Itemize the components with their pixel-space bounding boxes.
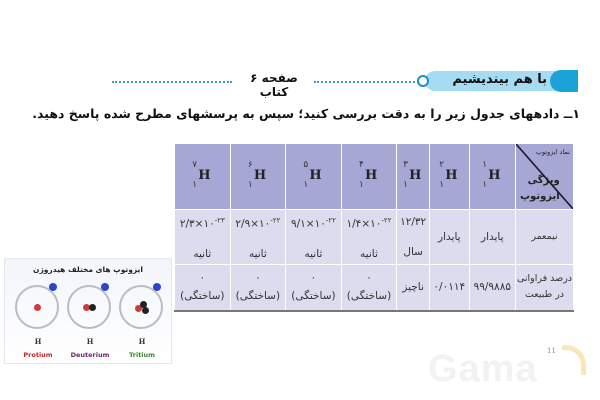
element-symbol: H <box>488 168 501 183</box>
cell-value: $۲/۳\times ۱۰^{-۲۳}$ <box>179 216 225 230</box>
mass-number: ۳ <box>403 160 408 170</box>
nuclide-symbol <box>401 160 425 190</box>
corner-top-label: نماد ایزوتوپ <box>535 148 570 156</box>
cell-value: ۰/۰۱۱۴ <box>433 281 466 294</box>
cell-value: ۹۹/۹۸۸۵ <box>473 281 511 294</box>
dotted-divider <box>112 81 232 83</box>
cell-unit: سال <box>403 246 423 258</box>
cell-value: ۰ <box>199 272 206 285</box>
element-symbol: H <box>198 168 211 183</box>
circle-icon <box>417 75 429 87</box>
question-text: ۱ــ دادههای جدول زیر را به دقت بررسی کنید؛ سپس به پرسشهای مطرح شده پاسخ دهید. <box>32 106 580 121</box>
cell-unit: ثانیه <box>360 247 378 260</box>
mass-number: ۲ <box>439 160 445 170</box>
element-symbol: H <box>364 168 378 183</box>
banner-title: با هم بیندیشیم <box>452 72 547 87</box>
nuclide-symbol <box>437 160 461 190</box>
table-cell <box>230 265 286 311</box>
atomic-number: ۱ <box>358 180 364 190</box>
section-banner <box>417 70 578 92</box>
cell-value: ۱۲/۳۲ <box>400 216 427 228</box>
protium-label: Protium <box>23 351 53 359</box>
atomic-number: ۱ <box>192 180 198 190</box>
cell-value: $۹/۱\times ۱۰^{-۲۲}$ <box>290 216 336 230</box>
isotope-header-cell <box>175 144 231 210</box>
protium-symbol: H <box>34 337 42 346</box>
table-cell <box>430 210 470 265</box>
tritium-symbol: H <box>138 337 146 346</box>
cell-value: ۰ <box>255 272 261 285</box>
isotope-header-cell <box>230 144 286 210</box>
mass-number: ۱ <box>482 160 488 170</box>
element-symbol: H <box>309 168 322 183</box>
corner-header-cell <box>516 144 574 210</box>
isotope-table <box>174 143 574 312</box>
isotope-header-cell <box>430 144 470 210</box>
page-number: 11 <box>547 347 556 355</box>
table-cell <box>341 265 397 311</box>
watermark-arc-icon <box>562 345 586 375</box>
cell-value: $۱/۴\times ۱۰^{-۲۲}$ <box>346 216 392 230</box>
row-label: نیمعمر <box>516 210 574 265</box>
table-header-row <box>175 144 574 210</box>
isotope-header-cell <box>286 144 342 210</box>
table-cell <box>175 210 231 265</box>
nuclide-symbol <box>480 160 504 190</box>
atomic-number: ۱ <box>247 180 253 190</box>
table-cell <box>341 210 397 265</box>
deuterium-atom-icon <box>65 281 115 331</box>
cell-value: $۲/۹\times ۱۰^{-۲۲}$ <box>235 216 281 230</box>
table-cell <box>397 265 430 311</box>
cell-note: (ساختگی) <box>291 290 336 303</box>
table-cell <box>430 265 470 311</box>
nuclide-symbol <box>301 160 325 190</box>
cell-value: پایدار <box>438 231 461 243</box>
table-cell <box>469 265 515 311</box>
cell-value: ۰ <box>366 272 372 285</box>
atomic-number: ۱ <box>303 180 309 190</box>
isotope-header-cell <box>469 144 515 210</box>
nuclide-symbol <box>357 160 381 190</box>
tritium-label: Tritium <box>129 351 155 359</box>
banner-tab <box>550 70 578 92</box>
section-header <box>112 70 578 99</box>
dotted-divider <box>314 81 419 83</box>
hydrogen-isotopes-illustration <box>4 258 172 364</box>
mass-number: ۵ <box>303 160 309 170</box>
element-symbol: H <box>445 168 458 183</box>
corner-bottom-label <box>520 173 560 205</box>
corner-bottom-line1: ویژگی <box>527 175 560 186</box>
table-cell <box>397 210 430 265</box>
mass-number: ۶ <box>247 160 253 170</box>
cell-note: (ساختگی) <box>180 290 225 303</box>
cell-value: ناچیز <box>402 281 424 294</box>
protium-atom-icon <box>13 281 63 331</box>
nuclide-symbol <box>190 160 214 190</box>
table-cell <box>286 210 342 265</box>
cell-note: (ساختگی) <box>346 290 392 303</box>
row-label: درصد فراوانی در طبیعت <box>516 265 574 311</box>
cell-note: (ساختگی) <box>235 290 281 303</box>
element-symbol: H <box>253 168 267 183</box>
table-row-abundance <box>175 265 574 311</box>
book-page-reference: صفحه ۶ کتاب <box>250 71 298 99</box>
table-cell <box>286 265 342 311</box>
nuclide-symbol <box>246 160 270 190</box>
illustration-title: ایزوتوپ های مختلف هیدروژن <box>33 265 143 274</box>
table-cell <box>175 265 231 311</box>
table-row-half-life <box>175 210 574 265</box>
cell-value: ۰ <box>310 272 317 285</box>
cell-unit: ثانیه <box>304 247 323 260</box>
isotope-header-cell <box>397 144 430 210</box>
isotope-header-cell <box>341 144 397 210</box>
mass-number: ۷ <box>192 160 198 170</box>
element-symbol: H <box>409 168 422 183</box>
deuterium-symbol: H <box>86 337 94 346</box>
tritium-atom-icon <box>117 281 167 331</box>
atomic-number: ۱ <box>482 180 488 190</box>
table-cell <box>230 210 286 265</box>
cell-unit: ثانیه <box>193 247 212 260</box>
gama-watermark: Gama <box>428 348 538 390</box>
table-cell <box>469 210 515 265</box>
atomic-number: ۱ <box>439 180 445 190</box>
deuterium-label: Deuterium <box>70 351 110 359</box>
mass-number: ۴ <box>358 160 364 170</box>
cell-value: پایدار <box>481 231 504 243</box>
atomic-number: ۱ <box>403 180 408 190</box>
cell-unit: ثانیه <box>248 247 267 260</box>
corner-bottom-line2: ایزوتوپ <box>520 191 560 202</box>
